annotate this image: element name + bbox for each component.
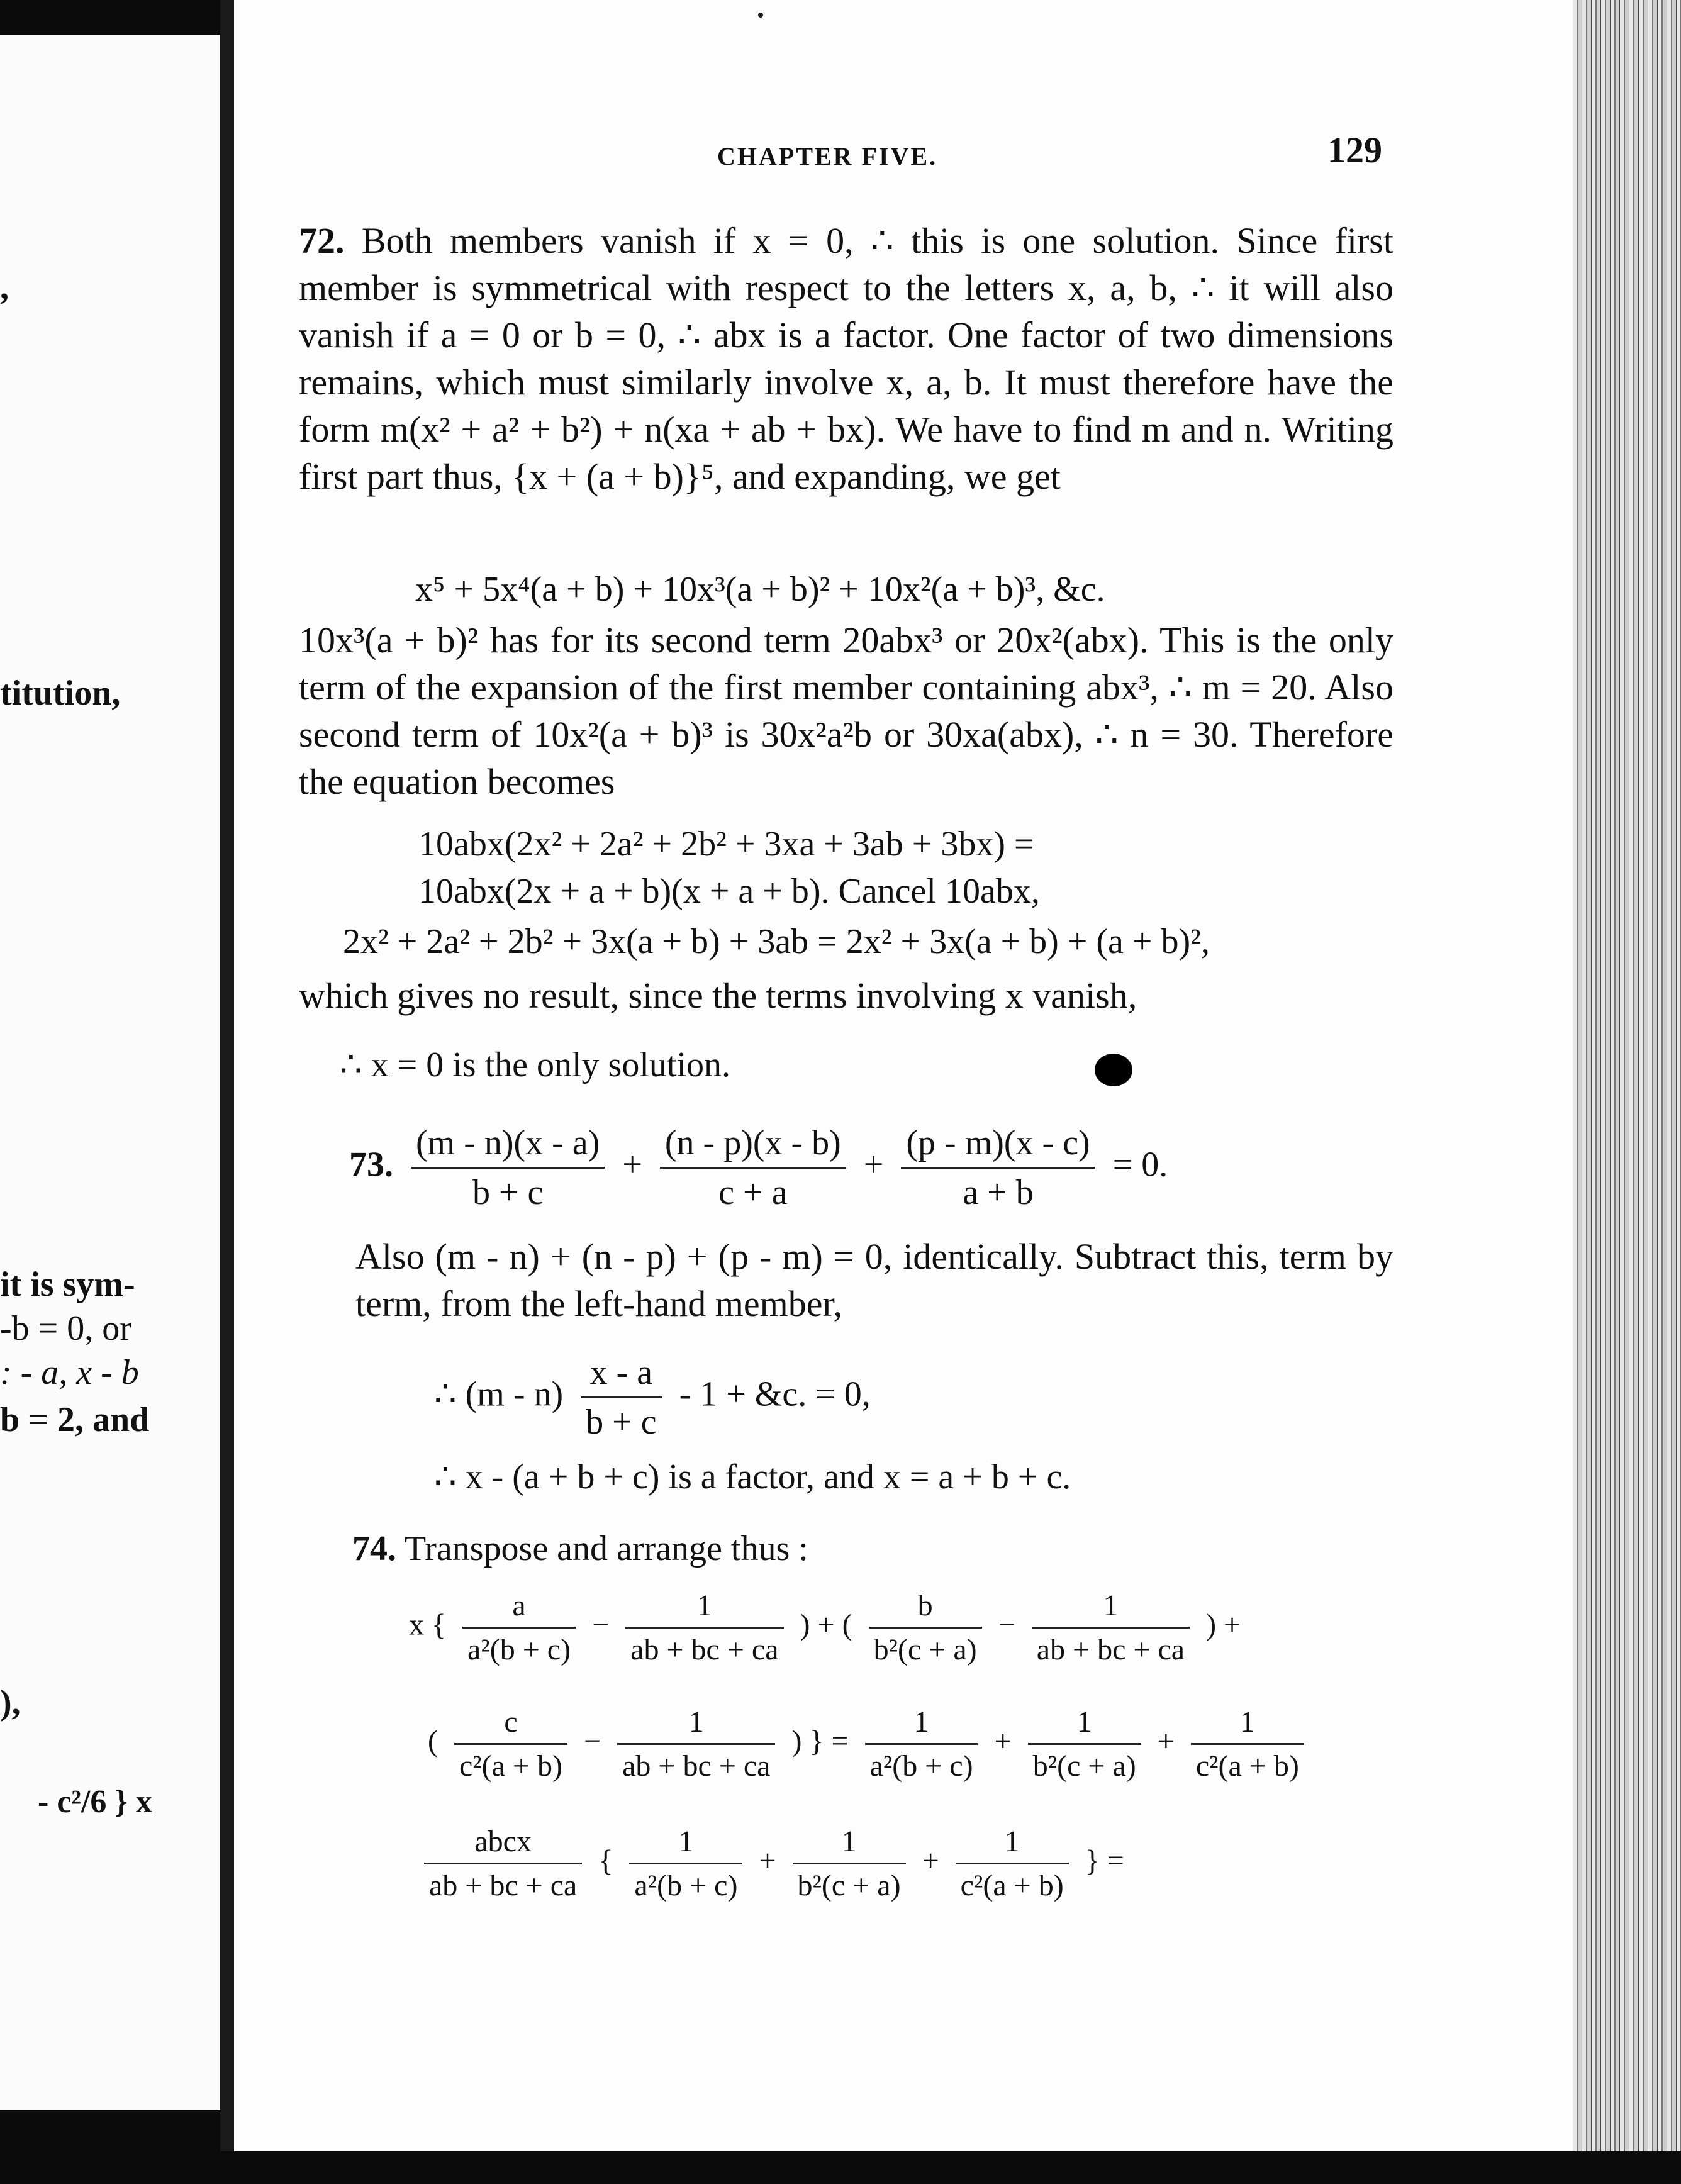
- fraction-numerator: 1: [956, 1824, 1069, 1864]
- fraction-denominator: ab + bc + ca: [630, 1633, 779, 1666]
- fraction-numerator: 1: [617, 1705, 775, 1745]
- line-mid: ) + (: [800, 1608, 852, 1642]
- fraction-numerator: 1: [793, 1824, 906, 1864]
- plus-sign: +: [994, 1724, 1012, 1758]
- fraction-numerator: 1: [1191, 1705, 1304, 1745]
- fraction-numerator: 1: [1032, 1588, 1190, 1629]
- ink-blot: [1095, 1054, 1132, 1086]
- step-prefix: ∴ (m - n): [434, 1374, 564, 1414]
- problem-72-number: 72.: [299, 220, 345, 261]
- problem-72-text-3: which gives no result, since the terms involving x vanish,: [299, 975, 1137, 1016]
- fraction-denominator: b + c: [472, 1173, 544, 1212]
- fraction-denominator: c²(a + b): [1195, 1749, 1299, 1783]
- problem-74-line-3: [415, 1824, 1124, 1903]
- fraction-denominator: ab + bc + ca: [1036, 1633, 1185, 1666]
- fraction-numerator: (p - m)(x - c): [901, 1123, 1095, 1169]
- page-number: 129: [1327, 130, 1382, 170]
- left-fragment-it-is-sym: it is sym-: [0, 1265, 135, 1304]
- line-suffix: } =: [1085, 1844, 1124, 1878]
- problem-72-text-2: 10x³(a + b)² has for its second term 20abx³ or 20x²(abx). This is the only term of the expansion of the first member containing abx³, ∴ m = 20. Also second term of 10x²(a + b)³ is 30x²a²b or 30xa(abx), ∴ n = 30. Therefore the equation becomes: [299, 620, 1393, 802]
- step-fraction: [581, 1352, 661, 1442]
- left-page-fragment: [0, 35, 220, 2110]
- problem-73-fraction-2: [660, 1123, 846, 1213]
- line-2-fraction-5: [1191, 1705, 1304, 1783]
- fraction-denominator: a + b: [963, 1173, 1034, 1212]
- plus-sign: +: [863, 1145, 884, 1184]
- fraction-numerator: 1: [625, 1588, 783, 1629]
- problem-73-step-1: [434, 1352, 871, 1442]
- page-edges: [1573, 0, 1681, 2184]
- fraction-denominator: a²(b + c): [869, 1749, 973, 1783]
- line-3-fraction-3: [793, 1824, 906, 1903]
- left-fragment-paren: ),: [0, 1683, 21, 1722]
- left-fragment-comma: ,: [0, 268, 9, 307]
- fraction-denominator: a²(b + c): [634, 1869, 738, 1902]
- fraction-denominator: ab + bc + ca: [622, 1749, 771, 1783]
- problem-74-text: Transpose and arrange thus :: [405, 1529, 808, 1568]
- problem-73-text: Also (m - n) + (n - p) + (p - m) = 0, identically. Subtract this, term by term, from the left-hand member,: [355, 1236, 1393, 1324]
- step-suffix: - 1 + &c. = 0,: [679, 1374, 871, 1414]
- problem-73-fraction-1: [411, 1123, 605, 1213]
- line-1-fraction-4: [1032, 1588, 1190, 1667]
- problem-72-expansion: x⁵ + 5x⁴(a + b) + 10x³(a + b)² + 10x²(a + b)³, &c.: [415, 570, 1105, 609]
- minus-sign: −: [592, 1608, 610, 1642]
- open-paren: (: [428, 1724, 438, 1758]
- fraction-denominator: c²(a + b): [960, 1869, 1064, 1902]
- line-2-fraction-4: [1028, 1705, 1141, 1783]
- line-mid: ) } =: [791, 1724, 849, 1758]
- fraction-denominator: b + c: [586, 1403, 657, 1442]
- line-1-fraction-1: [462, 1588, 576, 1667]
- plus-sign: +: [1157, 1724, 1175, 1758]
- left-fragment-titution: titution,: [0, 674, 121, 713]
- line-1-fraction-2: [625, 1588, 783, 1667]
- line-2-fraction-3: [865, 1705, 978, 1783]
- fraction-numerator: c: [454, 1705, 567, 1745]
- plus-sign: +: [922, 1844, 939, 1878]
- line-2-fraction-1: [454, 1705, 567, 1783]
- top-mark: [758, 13, 763, 18]
- minus-sign: −: [998, 1608, 1015, 1642]
- fraction-denominator: b²(c + a): [797, 1869, 901, 1902]
- problem-72-conclusion: ∴ x = 0 is the only solution.: [340, 1045, 731, 1084]
- open-brace: {: [598, 1844, 613, 1878]
- problem-74-line-1: [409, 1588, 1241, 1667]
- fraction-denominator: a²(b + c): [467, 1633, 571, 1666]
- problem-73-step-2: ∴ x - (a + b + c) is a factor, and x = a + b + c.: [434, 1457, 1071, 1496]
- running-header: CHAPTER FIVE.: [717, 142, 938, 170]
- fraction-numerator: x - a: [581, 1352, 661, 1398]
- line-3-fraction-2: [629, 1824, 742, 1903]
- fraction-numerator: (m - n)(x - a): [411, 1123, 605, 1169]
- left-fragment-b-zero: -b = 0, or: [0, 1309, 131, 1348]
- line-prefix: x {: [409, 1608, 447, 1642]
- fraction-denominator: ab + bc + ca: [429, 1869, 578, 1902]
- fraction-numerator: 1: [865, 1705, 978, 1745]
- line-1-fraction-3: [869, 1588, 982, 1667]
- problem-74-heading: [352, 1529, 808, 1569]
- problem-73-fraction-3: [901, 1123, 1095, 1213]
- fraction-numerator: a: [462, 1588, 576, 1629]
- book-gutter: [220, 0, 234, 2184]
- plus-sign: +: [759, 1844, 776, 1878]
- line-2-fraction-2: [617, 1705, 775, 1783]
- scan-bottom-border: [0, 2151, 1681, 2184]
- problem-74-number: 74.: [352, 1529, 396, 1568]
- problem-72-body: Both members vanish if x = 0, ∴ this is one solution. Since first member is symmetrical with respect to the letters x, a, b, ∴ it will also vanish if a = 0 or b = 0, ∴ abx is a factor. One factor of two dimensions remains, which must similarly involve x, a, b. It must therefore have the form m(x² + a² + b²) + n(xa + ab + bx). We have to find m and n. Writing first part thus, {x + (a + b)}⁵, and expanding, we get: [299, 220, 1393, 497]
- problem-72-equation-2: 10abx(2x + a + b)(x + a + b). Cancel 10abx,: [418, 872, 1040, 911]
- problem-72-text: [299, 217, 1393, 500]
- equals-zero: = 0.: [1112, 1145, 1168, 1184]
- fraction-numerator: (n - p)(x - b): [660, 1123, 846, 1169]
- left-fragment-c-squared: - c²/6 } x: [38, 1784, 152, 1820]
- fraction-denominator: b²(c + a): [873, 1633, 977, 1666]
- left-fragment-b-two: b = 2, and: [0, 1400, 150, 1439]
- fraction-denominator: c²(a + b): [459, 1749, 563, 1783]
- fraction-numerator: abcx: [424, 1824, 582, 1864]
- line-suffix: ) +: [1206, 1608, 1241, 1642]
- plus-sign: +: [622, 1145, 642, 1184]
- fraction-denominator: b²(c + a): [1032, 1749, 1136, 1783]
- problem-72-equation-3: 2x² + 2a² + 2b² + 3x(a + b) + 3ab = 2x² + 3x(a + b) + (a + b)²,: [343, 922, 1210, 961]
- problem-73-equation: [349, 1123, 1168, 1213]
- line-3-fraction-1: [424, 1824, 582, 1903]
- fraction-numerator: 1: [629, 1824, 742, 1864]
- line-3-fraction-4: [956, 1824, 1069, 1903]
- problem-73-number: 73.: [349, 1145, 393, 1184]
- fraction-numerator: 1: [1028, 1705, 1141, 1745]
- fraction-numerator: b: [869, 1588, 982, 1629]
- left-fragment-minus-a: : - a, x - b: [0, 1353, 139, 1392]
- fraction-denominator: c + a: [718, 1173, 788, 1212]
- minus-sign: −: [584, 1724, 601, 1758]
- problem-74-line-2: [428, 1705, 1313, 1783]
- problem-72-equation-1: 10abx(2x² + 2a² + 2b² + 3xa + 3ab + 3bx) =: [418, 825, 1034, 864]
